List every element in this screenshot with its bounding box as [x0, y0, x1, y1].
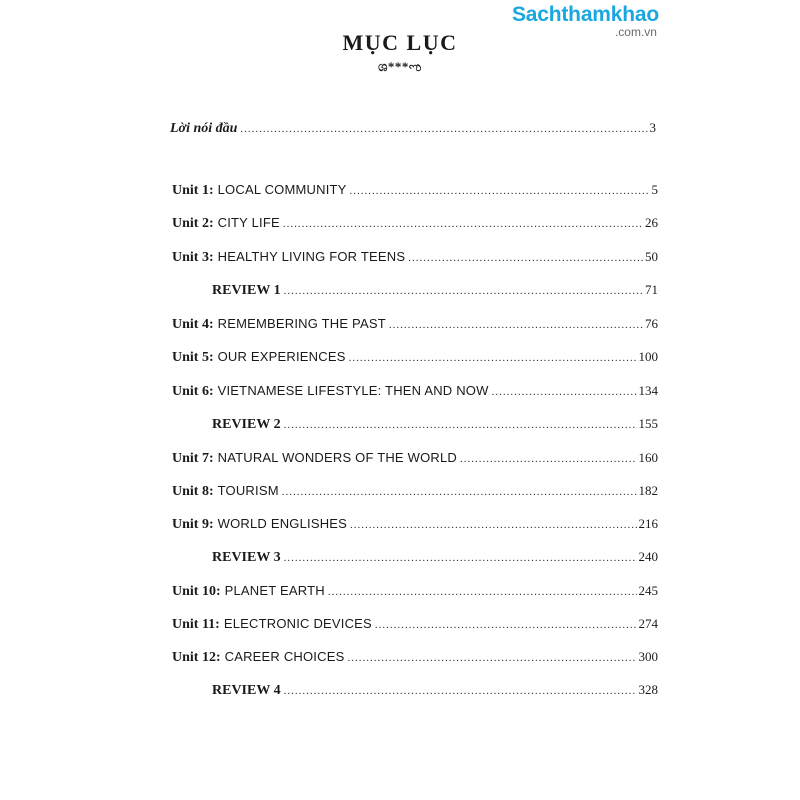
toc-entry-label: Unit 9: — [172, 517, 214, 532]
toc-entry-label: REVIEW 1 — [212, 283, 281, 298]
toc-entry-title: HEALTHY LIVING FOR TEENS — [217, 249, 406, 264]
toc-entry-unit — [172, 616, 658, 633]
toc-entry-unit — [172, 450, 658, 467]
toc-entry-page: 328 — [638, 682, 658, 697]
page-title: MỤC LỤC — [342, 30, 458, 55]
toc-entry-page: 300 — [638, 649, 658, 664]
toc-entry-preface — [170, 120, 656, 137]
toc-dot-leader — [284, 552, 637, 564]
toc-dot-leader — [284, 419, 637, 431]
toc-entry-label: Unit 12: — [172, 650, 221, 665]
watermark-domain: .com.vn — [614, 25, 657, 39]
toc-entry-label: REVIEW 2 — [212, 417, 281, 432]
watermark-brand: Sachthamkhao — [512, 3, 659, 26]
title-ornament: ශ***ಌ — [378, 59, 422, 74]
toc-entry-title: PLANET EARTH — [224, 583, 325, 598]
toc-dot-leader — [347, 652, 636, 664]
toc-entry-review — [212, 282, 658, 299]
toc-entry-page: 240 — [638, 549, 658, 564]
toc-entry-label: Unit 10: — [172, 584, 221, 599]
toc-entry-page: 216 — [638, 516, 658, 531]
toc-entry-label: REVIEW 3 — [212, 550, 281, 565]
toc-entry-label: Unit 5: — [172, 350, 214, 365]
toc-dot-leader — [389, 319, 643, 331]
toc-entry-label: Unit 6: — [172, 384, 214, 399]
toc-entry-unit — [172, 383, 658, 400]
toc-entry-page: 160 — [638, 450, 658, 465]
toc-entry-title: CITY LIFE — [217, 215, 280, 230]
toc-entry-title: LOCAL COMMUNITY — [217, 182, 347, 197]
toc-entry-unit — [172, 349, 658, 366]
toc-dot-leader — [492, 386, 637, 398]
toc-entry-title: ELECTRONIC DEVICES — [223, 616, 372, 631]
toc-dot-leader — [349, 352, 637, 364]
toc-entry-unit — [172, 215, 658, 232]
toc-entry-page: 134 — [638, 383, 658, 398]
toc-entry-page: 50 — [645, 249, 658, 264]
toc-dot-leader — [240, 123, 647, 135]
toc-dot-leader — [283, 218, 643, 230]
toc-entry-unit — [172, 483, 658, 500]
toc-entry-title: OUR EXPERIENCES — [217, 349, 346, 364]
toc-entry-label: Unit 1: — [172, 183, 214, 198]
toc-entry-review — [212, 416, 658, 433]
toc-entry-label: Lời nói đầu — [170, 121, 238, 136]
toc-entry-page: 274 — [638, 616, 658, 631]
toc-entry-unit — [172, 583, 658, 600]
toc-entry-review — [212, 549, 658, 566]
toc-dot-leader — [350, 519, 636, 531]
toc-entry-label: Unit 2: — [172, 216, 214, 231]
toc-entry-label: REVIEW 4 — [212, 683, 281, 698]
toc-entry-title: WORLD ENGLISHES — [217, 516, 348, 531]
toc-entry-unit — [172, 182, 658, 199]
toc-dot-leader — [375, 619, 637, 631]
toc-dot-leader — [408, 252, 643, 264]
toc-entry-page: 100 — [638, 349, 658, 364]
toc-entry-title: CAREER CHOICES — [224, 649, 345, 664]
toc-entry-unit — [172, 316, 658, 333]
toc-entry-title: NATURAL WONDERS OF THE WORLD — [217, 450, 457, 465]
toc-dot-leader — [284, 285, 643, 297]
toc-dot-leader — [328, 586, 637, 598]
toc-entry-page: 3 — [649, 120, 656, 135]
toc-entry-page: 26 — [645, 215, 658, 230]
toc-dot-leader — [460, 453, 637, 465]
toc-dot-leader — [284, 685, 637, 697]
toc-entry-label: Unit 11: — [172, 617, 220, 632]
toc-entry-unit — [172, 516, 658, 533]
toc-entry-title: TOURISM — [217, 483, 279, 498]
toc-entry-page: 245 — [638, 583, 658, 598]
toc-entry-label: Unit 8: — [172, 484, 214, 499]
toc-entry-title: REMEMBERING THE PAST — [217, 316, 386, 331]
toc-entry-label: Unit 7: — [172, 451, 214, 466]
toc-entry-unit — [172, 649, 658, 666]
toc-entry-review — [212, 682, 658, 699]
toc-entry-page: 5 — [651, 182, 658, 197]
toc-entry-title: VIETNAMESE LIFESTYLE: THEN AND NOW — [217, 383, 489, 398]
toc-dot-leader — [350, 185, 650, 197]
toc-entry-page: 76 — [645, 316, 658, 331]
toc-entry-unit — [172, 249, 658, 266]
toc-entry-label: Unit 3: — [172, 250, 214, 265]
toc-entry-page: 155 — [638, 416, 658, 431]
toc-entry-page: 182 — [638, 483, 658, 498]
toc-entry-label: Unit 4: — [172, 317, 214, 332]
toc-entry-page: 71 — [645, 282, 658, 297]
toc-dot-leader — [282, 486, 637, 498]
